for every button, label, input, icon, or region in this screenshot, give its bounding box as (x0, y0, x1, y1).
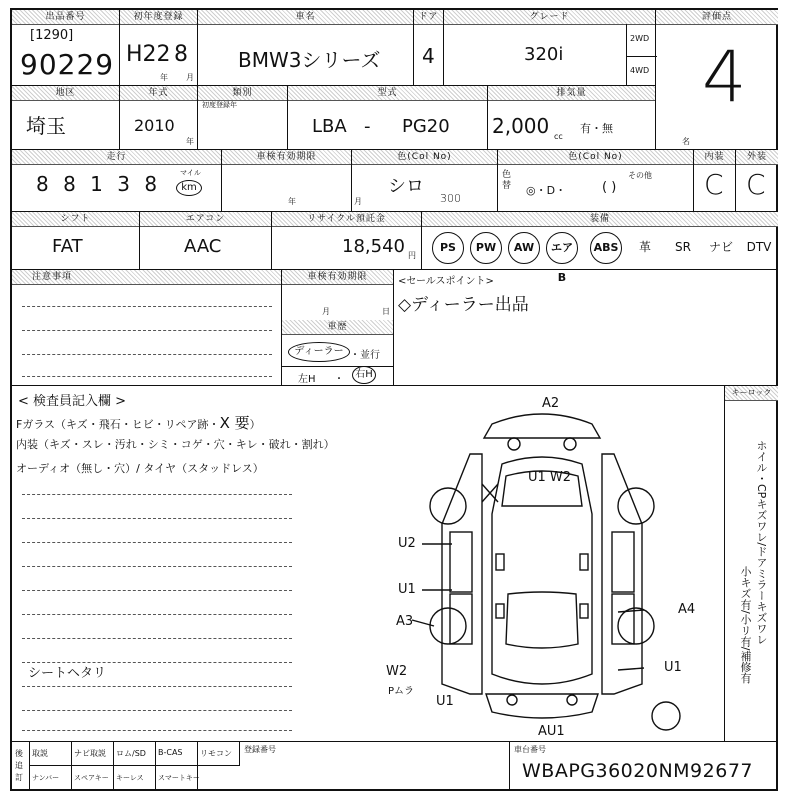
mileage-mile: マイル (180, 169, 201, 177)
accessory-bottom-1 (72, 766, 114, 791)
doors-header: ドア (414, 10, 443, 25)
displacement-value: 2,000 (492, 114, 550, 138)
equipment-5: 革 (638, 240, 651, 254)
accessory-bottom-label-3: スマートキー (158, 774, 200, 782)
lot-header: 出品番号 (12, 10, 119, 25)
turbo-value: 有・無 (580, 122, 613, 135)
rear-window (506, 592, 578, 648)
accessory-bottom-0 (30, 766, 72, 791)
accessory-bottom-label-1: スペアキー (74, 774, 109, 782)
color-options: ◎・D・ (526, 184, 567, 197)
mileage-cell (12, 150, 222, 212)
equipment-7: ナビ (708, 240, 733, 254)
mark-u2: U2 (398, 536, 416, 551)
doors-cell (414, 10, 444, 86)
displacement-header: 排気量 (488, 86, 655, 101)
equipment-4: ABS (590, 232, 622, 264)
accessory-top-label-3: B-CAS (158, 748, 183, 757)
drive-4wd: 4WD (630, 66, 650, 75)
registration-era: H22 (126, 42, 171, 67)
mark-u1-low: U1 (436, 694, 454, 709)
inspection-nichi: 日 (382, 307, 390, 316)
accessory-top-2 (114, 742, 156, 766)
shift-value: FAT (52, 236, 83, 257)
type-cell (288, 86, 488, 150)
interior-header: 内装 (694, 150, 735, 165)
door-rl (450, 594, 472, 644)
grade-cell (444, 10, 656, 86)
ac-header: エアコン (140, 212, 271, 227)
mark-pmura: Pムラ (388, 686, 415, 697)
car-name: BMW3シリーズ (238, 48, 381, 72)
mark-u1-right: U1 (664, 660, 682, 675)
mirror-left (496, 554, 504, 570)
lot-cell (12, 10, 120, 86)
teisei-cell (12, 742, 30, 791)
mileage-km: km (176, 180, 202, 196)
keylock-header: キーロック (725, 386, 778, 401)
inspection-tsuki: 月 (322, 307, 330, 316)
ac-cell (140, 212, 272, 270)
inspection-expiry-header: 車検有効期限 (282, 270, 393, 285)
color-code: 300 (440, 192, 461, 205)
registration-tsuki: 月 (186, 73, 194, 82)
color-paren: ( ) (602, 180, 617, 195)
registration-nen: 年 (160, 73, 168, 82)
region-value: 埼玉 (26, 114, 66, 138)
recycle-header: リサイクル預託金 (272, 212, 421, 227)
inspector-cell (12, 386, 724, 742)
type-dash: - (364, 116, 371, 137)
type-code: PG20 (402, 116, 450, 137)
displacement-unit: cc (554, 132, 563, 141)
registration-header: 初年度登録 (120, 10, 197, 25)
equipment-0: PS (432, 232, 464, 264)
lot-bracket: [1290] (30, 28, 74, 43)
mileage-header: 走行 (12, 150, 221, 165)
sales-point-value: ◇ディーラー出品 (398, 295, 529, 315)
fglass-close: ） (249, 418, 261, 431)
handle-rear-right (580, 604, 588, 618)
inspector-line2: 内装（キズ・スレ・汚れ・シミ・コゲ・穴・キレ・破れ・割れ） (16, 438, 335, 451)
lot-number: 90229 (20, 48, 115, 81)
recycle-unit: 円 (408, 251, 416, 260)
accessory-grid (30, 742, 240, 791)
sales-point-header: <セールスポイント> (398, 276, 494, 287)
accessory-top-label-0: 取説 (32, 749, 48, 758)
color-other-label: その他 (628, 171, 652, 180)
accessory-top-label-1: ナビ取説 (74, 749, 106, 758)
color-name: シロ (388, 176, 424, 197)
door-fr (612, 532, 634, 592)
fglass-label: Fガラス（キズ・飛石・ヒビ・リペア跡・ (16, 418, 220, 431)
equipment-8: DTV (746, 240, 772, 254)
handle-rear-left (496, 604, 504, 618)
accessory-top-label-4: リモコン (200, 749, 232, 758)
rear-light-left (507, 695, 517, 705)
class-cell (198, 86, 288, 150)
reg-number-cell (240, 742, 510, 791)
color-change-label: 色替 (502, 170, 512, 191)
equipment-header: 装備 (422, 212, 778, 227)
registration-cell (120, 10, 198, 86)
region-header: 地区 (12, 86, 119, 101)
region-cell (12, 86, 120, 150)
color-change-header: 色(Col No) (498, 150, 693, 165)
mirror-right (580, 554, 588, 570)
handle-right: 右H (352, 366, 376, 384)
reg-number-label: 登録番号 (244, 745, 276, 754)
accessory-bottom-label-2: キーレス (116, 774, 144, 782)
inspection-date-cell (222, 150, 352, 212)
score-header: 評価点 (656, 10, 778, 25)
score-value: 4 (702, 36, 747, 118)
mileage-digits: 8 8 1 3 8 (36, 172, 162, 196)
vin-value: WBAPG36020NM92677 (522, 760, 753, 782)
inspection-date-header: 車検有効期限 (222, 150, 351, 165)
score-mei: 名 (682, 137, 690, 146)
exterior-grade: C (746, 168, 766, 201)
sales-point-cell (394, 270, 778, 386)
accessory-top-3 (156, 742, 198, 766)
type-header: 型式 (288, 86, 487, 101)
wheel-rr (618, 608, 654, 644)
notes-cell (12, 270, 282, 386)
mark-w2: W2 (386, 664, 408, 679)
grade-value: 320i (524, 44, 564, 65)
mark-a2: A2 (542, 396, 560, 411)
door-rr (612, 594, 634, 644)
shift-header: シフト (12, 212, 139, 227)
handle-left: 左H (298, 374, 316, 385)
spare-wheel (652, 702, 680, 730)
recycle-amount: 18,540 (342, 236, 405, 257)
drive-2wd: 2WD (630, 34, 650, 43)
handle-dot: ・ (334, 374, 344, 385)
drive-box (626, 24, 657, 86)
exterior-header: 外装 (736, 150, 778, 165)
wheel-rl (430, 608, 466, 644)
mark-u1-w2: U1 W2 (528, 470, 572, 485)
mark-a4: A4 (678, 602, 696, 617)
mark-u1-left: U1 (398, 582, 416, 597)
color-change-cell (498, 150, 694, 212)
side-note-col2: 小キズ有/小リ有/補修有 (739, 566, 752, 684)
inspector-line1 (16, 412, 261, 433)
score-cell (656, 10, 778, 150)
teisei-label: 後 追 訂 (15, 749, 23, 782)
first-reg-note: 初度登録年 (202, 101, 237, 109)
accessory-bottom-2 (114, 766, 156, 791)
inspector-handwritten: シートヘタリ (28, 666, 107, 681)
rear-bumper (486, 694, 598, 718)
leader-a4 (618, 610, 644, 612)
model-year-suffix: 年 (186, 137, 194, 146)
inspector-title: < 検査員記入欄 > (18, 394, 127, 409)
equipment-3: エアB (546, 232, 578, 264)
model-year-value: 2010 (134, 116, 175, 135)
front-light-left (508, 438, 520, 450)
front-bumper (484, 414, 600, 438)
inspector-line3: オーディオ（無し・穴）/ タイヤ（スタッドレス） (16, 462, 264, 475)
registration-month: 8 (174, 42, 188, 67)
doors-value: 4 (422, 44, 435, 68)
car-body (492, 457, 592, 684)
color-header: 色(Col No) (352, 150, 497, 165)
shift-cell (12, 212, 140, 270)
fglass-mark: X 要 (219, 414, 250, 432)
auction-sheet (10, 8, 778, 791)
displacement-cell (488, 86, 656, 150)
accessory-top-0 (30, 742, 72, 766)
history-dealer: ディーラー (288, 342, 350, 362)
side-note-col1: ホイル・CPキズワレ/ドアミラーキズワレ (755, 440, 768, 646)
interior-grade: C (704, 168, 724, 201)
mark-au1: AU1 (538, 724, 565, 739)
car-diagram (382, 394, 702, 739)
type-prefix: LBA (312, 116, 347, 137)
recycle-cell (272, 212, 422, 270)
history-parallel: ・並行 (350, 350, 380, 361)
ac-value: AAC (184, 236, 222, 257)
leader-u1-right (618, 668, 644, 670)
color-tsuki: 月 (354, 197, 362, 206)
right-side (602, 454, 642, 694)
mark-a3: A3 (396, 614, 414, 629)
model-year-cell (120, 86, 198, 150)
side-note-cell (724, 386, 778, 742)
history-header: 車歴 (282, 320, 393, 335)
inspection-nen: 年 (288, 197, 296, 206)
accessory-top-label-2: ロム/SD (116, 749, 146, 758)
accessory-bottom-label-0: ナンバー (32, 774, 60, 782)
car-name-header: 車名 (198, 10, 413, 25)
inspection-history-cell (282, 270, 394, 386)
interior-cell (694, 150, 736, 212)
car-name-cell (198, 10, 414, 86)
front-light-right (564, 438, 576, 450)
left-side (442, 454, 482, 694)
wheel-fr (618, 488, 654, 524)
model-year-header: 年式 (120, 86, 197, 101)
rear-light-right (567, 695, 577, 705)
wheel-fl (430, 488, 466, 524)
equipment-6: SR (675, 240, 691, 254)
class-header: 類別 (198, 86, 287, 101)
equipment-1: PW (470, 232, 502, 264)
exterior-cell (736, 150, 778, 212)
vin-cell (510, 742, 778, 791)
color-cell (352, 150, 498, 212)
notes-header: 注意事項 (12, 270, 281, 285)
accessory-top-1 (72, 742, 114, 766)
grade-header: グレード (444, 10, 655, 25)
door-fl (450, 532, 472, 592)
equipment-2: AW (508, 232, 540, 264)
accessory-bottom-3 (156, 766, 198, 791)
vin-label: 車台番号 (514, 745, 546, 754)
accessory-top-4 (198, 742, 240, 766)
